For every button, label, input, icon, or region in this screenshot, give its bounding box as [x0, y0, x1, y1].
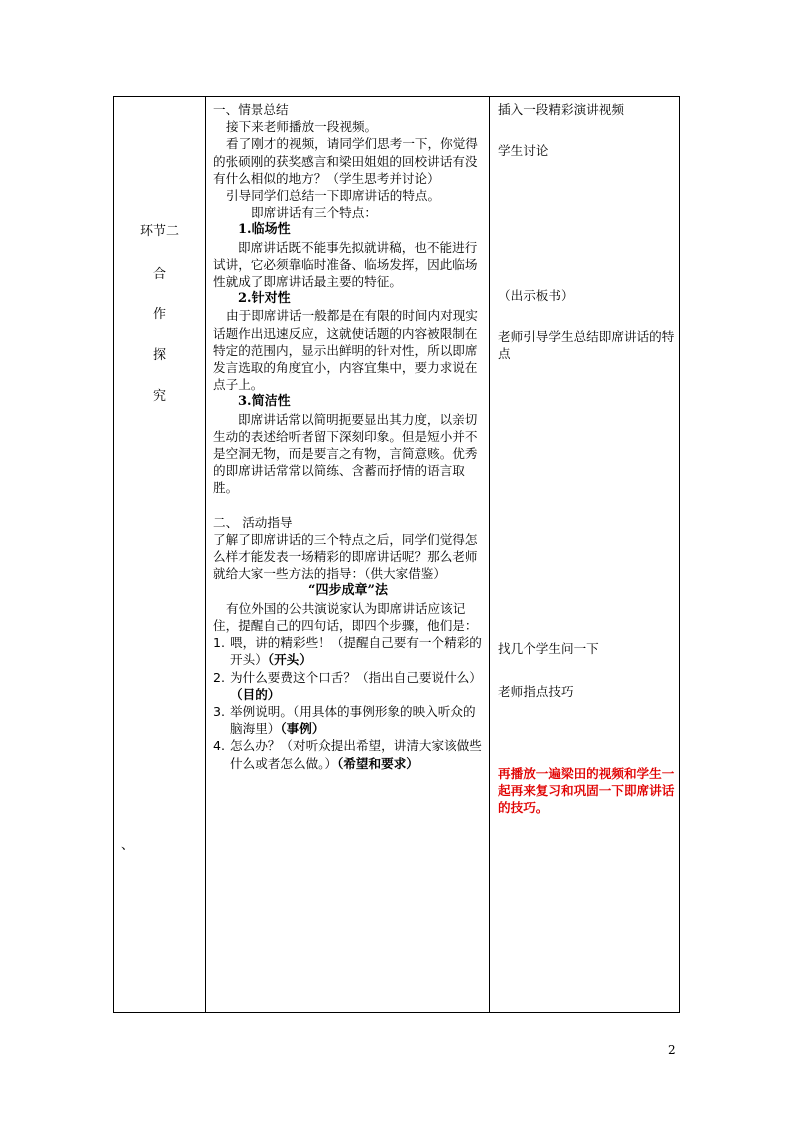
- stage-char-4: 究: [152, 389, 166, 404]
- section-1-title: 一、情景总结: [213, 102, 289, 117]
- stage-cell: [114, 97, 206, 1013]
- note-replay-video: 再播放一遍梁田的视频和学生一起再来复习和巩固一下即席讲话的技巧。: [498, 766, 675, 816]
- stage-char-2: 作: [152, 307, 166, 322]
- list-item: [213, 703, 483, 737]
- note-teacher-summary: 老师引导学生总结即席讲话的特点: [498, 329, 675, 362]
- point-1-body: 即席讲话既不能事先拟就讲稿，也不能进行试讲，它必须靠临时准备、临场发挥，因此临场性就成了即席讲话最主要的特征。: [213, 239, 478, 290]
- steps-list: [213, 634, 483, 772]
- point-3-body: 即席讲话常以简明扼要显出其力度，以亲切生动的表述给听者留下深刻印象。但是短小并不是空洞无物，而是要言之有物，言简意赅。优秀的即席讲话常常以简练、含蓄而抒情的语言取胜。: [213, 411, 478, 496]
- step-tag: （开头）: [267, 652, 312, 668]
- point-3-title: 3.简洁性: [238, 394, 291, 410]
- step-text: 怎么办？（对听众提出希望，讲清大家该做些什么或者怎么做。）: [230, 738, 482, 771]
- stage-char-3: 探: [152, 348, 166, 363]
- stage-name: 环节二: [139, 224, 179, 239]
- section-1-para-4: 即席讲话有三个特点：: [251, 205, 377, 221]
- note-blackboard: （出示板书）: [498, 288, 574, 303]
- step-tag: （目的）: [230, 686, 281, 702]
- step-text: 为什么要费这个口舌？（指出自己要说什么）: [230, 669, 482, 685]
- section-1-para-3: 引导同学们总结一下即席讲话的特点。: [226, 188, 441, 204]
- step-number: 4.: [213, 738, 226, 754]
- point-2-body: 由于即席讲话一般都是在有限的时间内对现实话题作出迅速反应，这就使话题的内容被限制在特定的范围内，显示出鲜明的针对性，所以即席发言选取的角度宜小，内容宜集中，要力求说在点子上。: [213, 308, 478, 393]
- note-ask-students: 找几个学生问一下: [498, 641, 599, 656]
- section-1-para-1: 接下来老师播放一段视频。: [226, 119, 378, 135]
- step-tag: （希望和要求）: [337, 755, 419, 771]
- step-tag: （事例）: [280, 721, 325, 737]
- page-number: 2: [668, 1043, 676, 1057]
- notes-cell: [490, 97, 680, 1013]
- step-text: 举例说明。（用具体的事例形象的映入听众的脑海里）: [230, 703, 476, 737]
- note-discussion: 学生讨论: [498, 143, 549, 158]
- method-intro: 有位外国的公共演说家认为即席讲话应该记住，提醒自己的四句话，即四个步骤，他们是：: [213, 600, 478, 633]
- content-cell: [206, 97, 490, 1013]
- lesson-plan-table: [113, 96, 680, 1013]
- table-row: [114, 97, 680, 1013]
- section-1-para-2: 看了刚才的视频，请同学们思考一下，你觉得的张硕刚的获奖感言和梁田姐姐的回校讲话有没有什么相似的地方？（学生思考并讨论）: [213, 136, 478, 186]
- step-text: 喂，讲的精彩些！（提醒自己要有一个精彩的开头）: [230, 635, 482, 668]
- step-number: 3.: [213, 703, 226, 719]
- list-item: [213, 669, 483, 703]
- note-insert-video: 插入一段精彩演讲视频: [498, 102, 624, 117]
- stage-char-1: 合: [152, 267, 166, 282]
- list-item: [213, 737, 483, 771]
- step-number: 2.: [213, 669, 226, 685]
- point-1-title: 1.临场性: [238, 222, 291, 238]
- method-title: “四步成章”法: [308, 583, 388, 599]
- step-number: 1.: [213, 635, 226, 651]
- note-teacher-tips: 老师指点技巧: [498, 684, 574, 699]
- list-item: [213, 634, 483, 668]
- point-2-title: 2.针对性: [238, 291, 291, 307]
- section-2-title: 二、 活动指导: [213, 514, 293, 530]
- stray-mark: 、: [121, 838, 135, 853]
- section-2-para-1: 了解了即席讲话的三个特点之后，同学们觉得怎么样才能发表一场精彩的即席讲话呢？那么老师就给大家一些方法的指导：（供大家借鉴）: [213, 531, 478, 582]
